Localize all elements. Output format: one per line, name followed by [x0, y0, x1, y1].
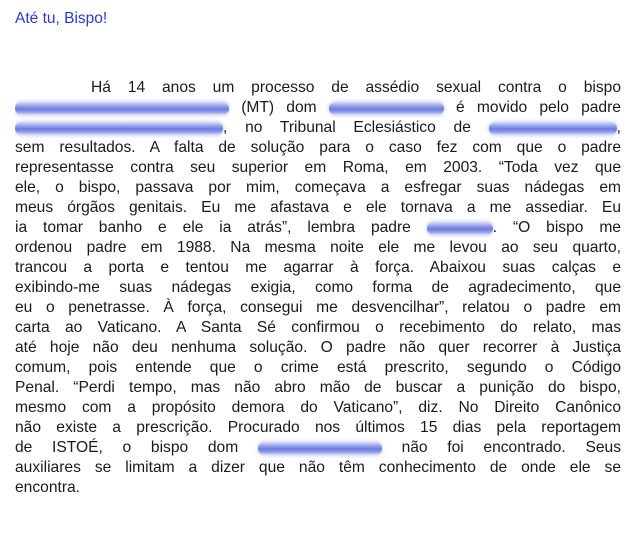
text-line: eu o penetrasse. À força, consegui me desvencilhar”, relatou o padre em [15, 299, 621, 316]
redaction-blur [427, 222, 493, 235]
text-line: de ISTOÉ, o bispo dom não foi encontrado. Seus [15, 439, 621, 456]
text-line: não existe a prescrição. Procurado nos últimos 15 dias pela reportagem [15, 419, 621, 436]
text-line: comum, pois entende que o crime está prescrito, segundo o Código [15, 359, 621, 376]
text-line: sem resultados. A falta de solução para o caso fez com que o padre [15, 139, 621, 156]
redaction-blur [489, 122, 617, 135]
redaction-blur [329, 102, 444, 115]
redaction-blur [258, 442, 382, 455]
text-line: trancou a porta e tentou me agarrar à força. Abaixou suas calças e [15, 259, 621, 276]
text-line: meus órgãos genitais. Eu me afastava e ele tornava a me assediar. Eu [15, 199, 621, 216]
text-line: ele, o bispo, passava por mim, começava a esfregar suas nádegas em [15, 179, 621, 196]
article-title: Até tu, Bispo! [15, 10, 108, 27]
text-line: mesmo com a propósito demora do Vaticano”, diz. No Direito Canônico [15, 399, 621, 416]
text-line: Há 14 anos um processo de assédio sexual contra o bispo [91, 79, 621, 96]
text-line: ia tomar banho e ele ia atrás”, lembra padre . “O bispo me [15, 219, 621, 236]
text-line: representasse contra seu superior em Roma, em 2003. “Toda vez que [15, 159, 621, 176]
text-line: auxiliares se limitam a dizer que não têm conhecimento de onde ele se [15, 459, 621, 476]
text-line: carta ao Vaticano. A Santa Sé confirmou o recebimento do relato, mas [15, 319, 621, 336]
redaction-blur [15, 122, 223, 135]
text-line: encontra. [15, 479, 81, 496]
text-line: Penal. “Perdi tempo, mas não abro mão de buscar a punição do bispo, [15, 379, 621, 396]
text-line: exibindo-me suas nádegas exigia, como forma de agradecimento, que [15, 279, 621, 296]
text-line: até hoje não deu nenhuma solução. O padre não quer recorrer à Justiça [15, 339, 621, 356]
redaction-blur [15, 102, 229, 115]
text-line: ordenou padre em 1988. Na mesma noite ele me levou ao seu quarto, [15, 239, 621, 256]
text-line: , no Tribunal Eclesiástico de , [15, 118, 621, 138]
text-line: (MT) dom é movido pelo padre [15, 98, 621, 118]
